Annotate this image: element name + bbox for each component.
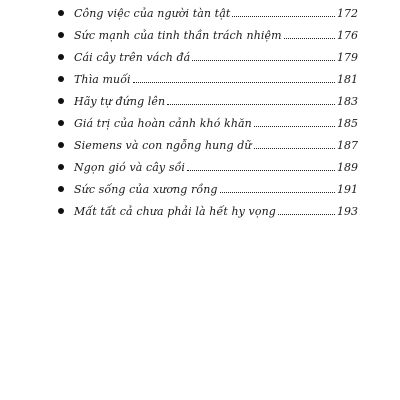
toc-entry-page: 183	[337, 95, 358, 108]
dot-leader	[167, 104, 335, 105]
toc-entry	[58, 176, 358, 198]
toc-entry-page: 185	[337, 117, 358, 130]
toc-entry-title: Cái cây trên vách đá	[74, 51, 191, 64]
dot-leader	[187, 170, 335, 171]
toc-entry-title: Công việc của người tàn tật	[74, 7, 231, 20]
toc-entry-title: Siemens và con ngỗng hung dữ	[74, 139, 252, 152]
table-of-contents	[58, 0, 358, 220]
toc-entry-title: Sức mạnh của tinh thần trách nhiệm	[74, 29, 282, 42]
toc-entry-page: 191	[337, 183, 358, 196]
dot-leader	[192, 60, 335, 61]
toc-entry-page: 189	[337, 161, 358, 174]
bullet-icon	[58, 208, 64, 214]
bullet-icon	[58, 76, 64, 82]
toc-entry	[58, 88, 358, 110]
dot-leader	[254, 148, 335, 149]
toc-entry	[58, 66, 358, 88]
dot-leader	[278, 214, 335, 215]
toc-entry	[58, 44, 358, 66]
toc-entry	[58, 110, 358, 132]
toc-entry-title: Mất tất cả chưa phải là hết hy vọng	[74, 205, 276, 218]
toc-entry-title: Giá trị của hoàn cảnh khó khăn	[74, 117, 252, 130]
toc-entry-title: Ngọn gió và cây sồi	[74, 161, 186, 174]
toc-entry-page: 181	[337, 73, 358, 86]
toc-entry-page: 187	[337, 139, 358, 152]
toc-entry-page: 176	[337, 29, 358, 42]
toc-entry-title: Hãy tự đứng lên	[74, 95, 166, 108]
toc-entry-page: 193	[337, 205, 358, 218]
toc-entry-title: Sức sống của xương rồng	[74, 183, 218, 196]
toc-entry-title: Thìa muối	[74, 73, 131, 86]
bullet-icon	[58, 142, 64, 148]
bullet-icon	[58, 32, 64, 38]
bullet-icon	[58, 10, 64, 16]
toc-entry	[58, 0, 358, 22]
dot-leader	[254, 126, 335, 127]
bullet-icon	[58, 98, 64, 104]
toc-entry	[58, 154, 358, 176]
bullet-icon	[58, 164, 64, 170]
dot-leader	[220, 192, 335, 193]
toc-entry-page: 172	[337, 7, 358, 20]
bullet-icon	[58, 186, 64, 192]
bullet-icon	[58, 54, 64, 60]
toc-entry	[58, 132, 358, 154]
bullet-icon	[58, 120, 64, 126]
dot-leader	[133, 82, 335, 83]
dot-leader	[232, 16, 335, 17]
toc-entry-page: 179	[337, 51, 358, 64]
toc-entry	[58, 22, 358, 44]
toc-entry	[58, 198, 358, 220]
dot-leader	[284, 38, 335, 39]
